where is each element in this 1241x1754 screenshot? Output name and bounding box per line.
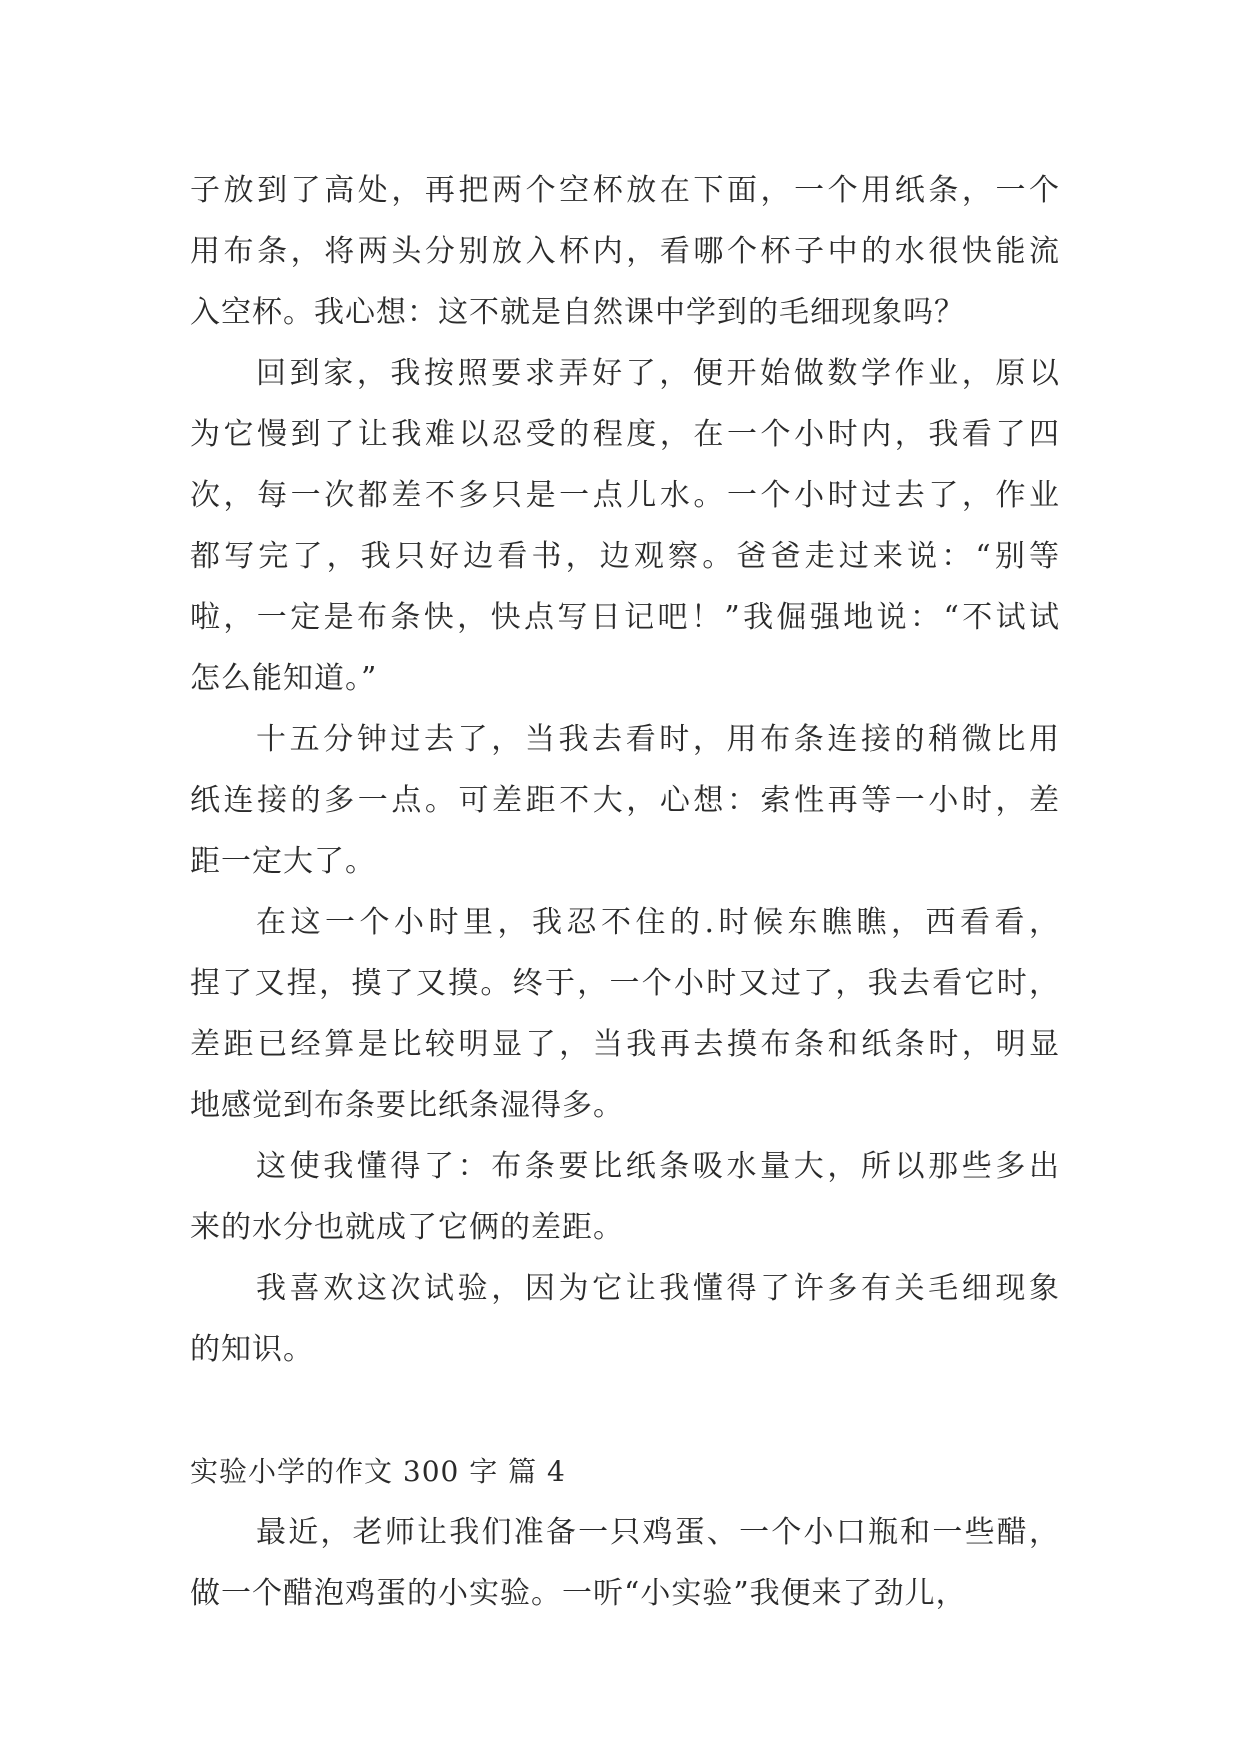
text-line: 纸连接的多一点。可差距不大，心想：索性再等一小时，差: [190, 783, 1060, 818]
paragraph: [190, 1136, 1060, 1258]
text-line: 啦，一定是布条快，快点写日记吧！”我倔强地说：“不试试: [190, 600, 1060, 635]
paragraph: [190, 160, 1060, 343]
text-line: 用布条，将两头分别放入杯内，看哪个杯子中的水很快能流: [190, 234, 1060, 269]
text-line: 捏了又捏，摸了又摸。终于，一个小时又过了，我去看它时，: [190, 966, 1060, 1001]
text-line: 我喜欢这次试验，因为它让我懂得了许多有关毛细现象: [256, 1271, 1060, 1306]
paragraph: [190, 1502, 1060, 1624]
text-line: 距一定大了。: [190, 844, 376, 879]
text-line: 最近，老师让我们准备一只鸡蛋、一个小口瓶和一些醋，: [256, 1515, 1060, 1550]
paragraph: [190, 709, 1060, 892]
paragraph: [190, 343, 1060, 709]
text-line: 来的水分也就成了它俩的差距。: [190, 1210, 624, 1245]
text-line: 怎么能知道。”: [190, 661, 378, 696]
text-line: 这使我懂得了：布条要比纸条吸水量大，所以那些多出: [256, 1149, 1060, 1184]
text-line: 次，每一次都差不多只是一点儿水。一个小时过去了，作业: [190, 478, 1060, 513]
text-line: 回到家，我按照要求弄好了，便开始做数学作业，原以: [256, 356, 1060, 391]
paragraph: [190, 1258, 1060, 1380]
text-line: 地感觉到布条要比纸条湿得多。: [190, 1088, 624, 1123]
text-line: 十五分钟过去了，当我去看时，用布条连接的稍微比用: [256, 722, 1060, 757]
text-line: 的知识。: [190, 1332, 314, 1367]
text-line: 做一个醋泡鸡蛋的小实验。一听“小实验”我便来了劲儿，: [190, 1576, 967, 1611]
text-line: 都写完了，我只好边看书，边观察。爸爸走过来说：“别等: [190, 539, 1060, 574]
paragraph: [190, 892, 1060, 1136]
text-line: 差距已经算是比较明显了，当我再去摸布条和纸条时，明显: [190, 1027, 1060, 1062]
document-body: [190, 160, 1060, 1624]
text-line: 为它慢到了让我难以忍受的程度，在一个小时内，我看了四: [190, 417, 1060, 452]
section-heading: 实验小学的作文 300 字 篇 4: [190, 1455, 566, 1488]
text-line: 子放到了高处，再把两个空杯放在下面，一个用纸条，一个: [190, 173, 1060, 208]
text-line: 在这一个小时里，我忍不住的.时候东瞧瞧，西看看，: [256, 905, 1060, 940]
section-spacer: [190, 1380, 1060, 1441]
text-line: 入空杯。我心想：这不就是自然课中学到的毛细现象吗？: [190, 295, 965, 330]
